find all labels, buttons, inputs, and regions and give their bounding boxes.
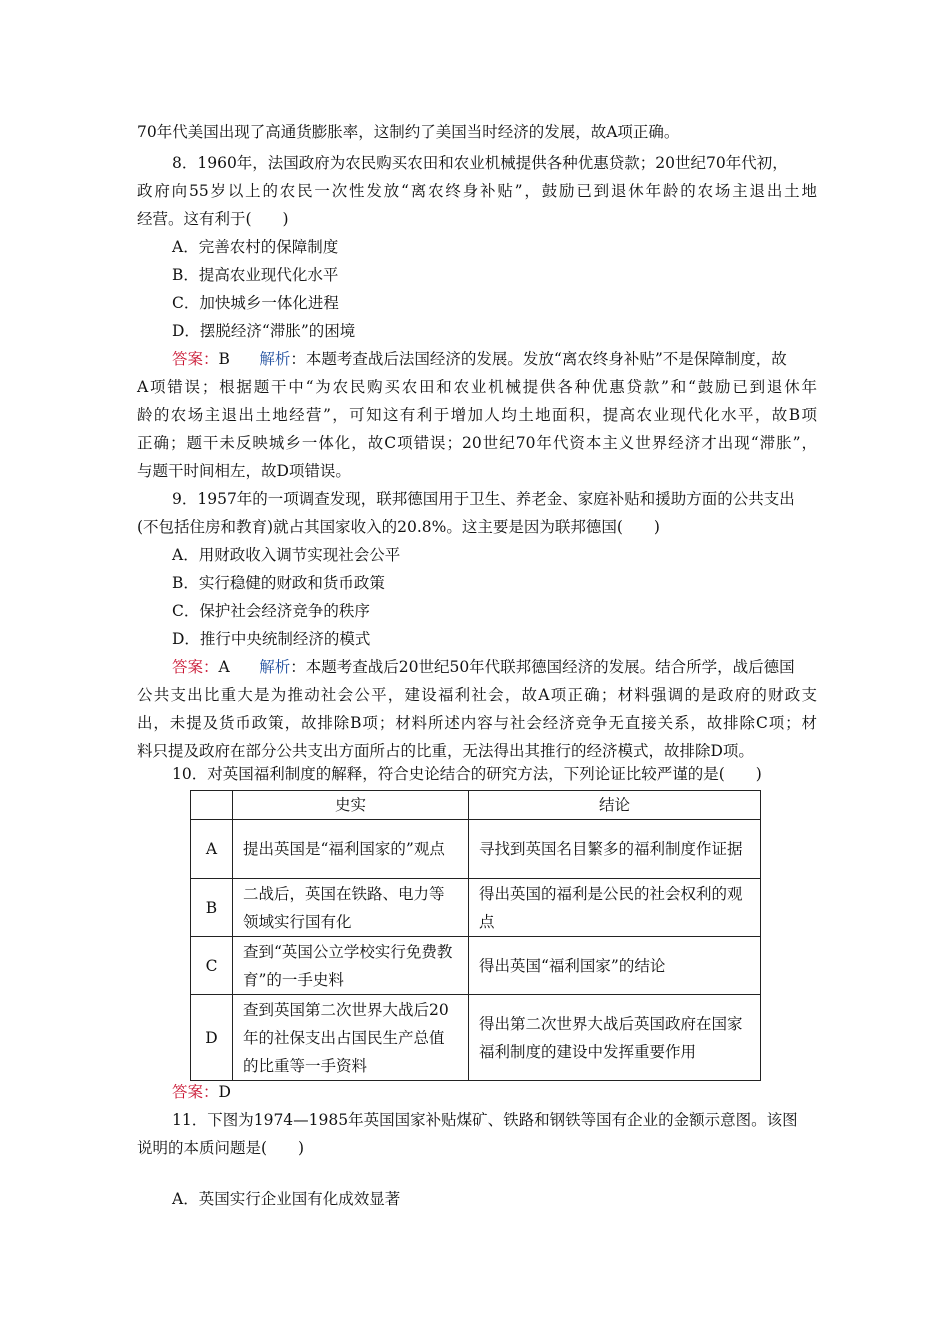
question-9-stem-line1: 9．1957年的一项调查发现，联邦德国用于卫生、养老金、家庭补贴和援助方面的公共支出 [172,490,795,508]
question-8-answer-line [172,345,852,373]
table-cell-option: A [191,820,233,879]
table-row [191,879,761,937]
answer-label: 答案： [172,658,219,676]
question-9-option-d: D．推行中央统制经济的模式 [172,630,371,648]
question-8-option-a: A．完善农村的保障制度 [172,238,339,256]
question-10-answer-line [172,1078,852,1106]
table-cell-conclusion: 得出英国“福利国家”的结论 [469,937,761,995]
question-8-analysis-line4: 正确；题干未反映城乡一体化，故C项错误；20世纪70年代资本主义世界经济才出现“滞胀”， [137,434,817,452]
question-9-option-a: A．用财政收入调节实现社会公平 [172,546,401,564]
analysis-text: ：本题考查战后20世纪50年代联邦德国经济的发展。结合所学，战后德国 [290,658,795,676]
table-header-fact: 史实 [233,791,469,820]
question-10-table [190,790,761,1081]
table-cell-fact: 二战后，英国在铁路、电力等领域实行国有化 [233,879,469,937]
analysis-label: 解析 [259,350,291,368]
question-8-stem-line2: 政府向55岁以上的农民一次性发放“离农终身补贴”，鼓励已到退休年龄的农场主退出土地 [137,182,817,200]
table-header-row [191,791,761,820]
table-cell-fact: 查到“英国公立学校实行免费教育”的一手史料 [233,937,469,995]
question-9-analysis-line2: 公共支出比重大是为推动社会公平，建设福利社会，故A项正确；材料强调的是政府的财政支 [137,686,817,704]
answer-label: 答案： [172,1083,219,1101]
question-8-option-c: C．加快城乡一体化进程 [172,294,339,312]
table-header-conclusion: 结论 [469,791,761,820]
question-8-stem-line3: 经营。这有利于( ) [137,210,289,228]
table-cell-conclusion: 寻找到英国名目繁多的福利制度作证据 [469,820,761,879]
question-8-option-d: D．摆脱经济“滞胀”的困境 [172,322,356,340]
question-8-analysis-line5: 与题干时间相左，故D项错误。 [137,462,351,480]
table-cell-option: B [191,879,233,937]
table-row [191,937,761,995]
question-10-stem: 10．对英国福利制度的解释，符合史论结合的研究方法，下列论证比较严谨的是( ) [172,765,762,783]
table-cell-fact: 查到英国第二次世界大战后20年的社保支出占国民生产总值的比重等一手资料 [233,995,469,1081]
question-9-analysis-line3: 出，未提及货币政策，故排除B项；材料所述内容与社会经济竞争无直接关系，故排除C项；材 [137,714,817,732]
question-9-option-c: C．保护社会经济竞争的秩序 [172,602,370,620]
table-cell-conclusion: 得出英国的福利是公民的社会权利的观点 [469,879,761,937]
analysis-label: 解析 [259,658,291,676]
question-8-analysis-line2: A项错误；根据题干中“为农民购买农田和农业机械提供各种优惠贷款”和“鼓励已到退休年 [137,378,817,396]
question-11-option-a: A．英国实行企业国有化成效显著 [172,1190,401,1208]
answer-label: 答案： [172,350,219,368]
table-cell-option: D [191,995,233,1081]
table-header-option [191,791,233,820]
question-8-option-b: B．提高农业现代化水平 [172,266,339,284]
answer-value: B [218,350,246,368]
question-11-stem-line1: 11．下图为1974—1985年英国国家补贴煤矿、铁路和钢铁等国有企业的金额示意图。该图 [172,1111,798,1129]
table-row [191,995,761,1081]
question-8-stem-line1: 8．1960年，法国政府为农民购买农田和农业机械提供各种优惠贷款；20世纪70年代初， [172,154,788,172]
answer-value: D [218,1083,231,1101]
paragraph-q7-tail: 70年代美国出现了高通货膨胀率，这制约了美国当时经济的发展，故A项正确。 [137,123,680,141]
answer-value: A [218,658,246,676]
table-cell-option: C [191,937,233,995]
question-11-stem-line2: 说明的本质问题是( ) [137,1139,305,1157]
question-9-answer-line [172,653,852,681]
question-8-analysis-line3: 龄的农场主退出土地经营”，可知这有利于增加人均土地面积，提高农业现代化水平，故B项 [137,406,817,424]
question-9-option-b: B．实行稳健的财政和货币政策 [172,574,385,592]
table-cell-conclusion: 得出第二次世界大战后英国政府在国家福利制度的建设中发挥重要作用 [469,995,761,1081]
table-cell-fact: 提出英国是“福利国家的”观点 [233,820,469,879]
analysis-text: ：本题考查战后法国经济的发展。发放“离农终身补贴”不是保障制度，故 [290,350,787,368]
question-9-analysis-line4: 料只提及政府在部分公共支出方面所占的比重，无法得出其推行的经济模式，故排除D项。 [137,742,754,760]
question-9-stem-line2: (不包括住房和教育)就占其国家收入的20.8%。这主要是因为联邦德国( ) [137,518,660,536]
table-row [191,820,761,879]
